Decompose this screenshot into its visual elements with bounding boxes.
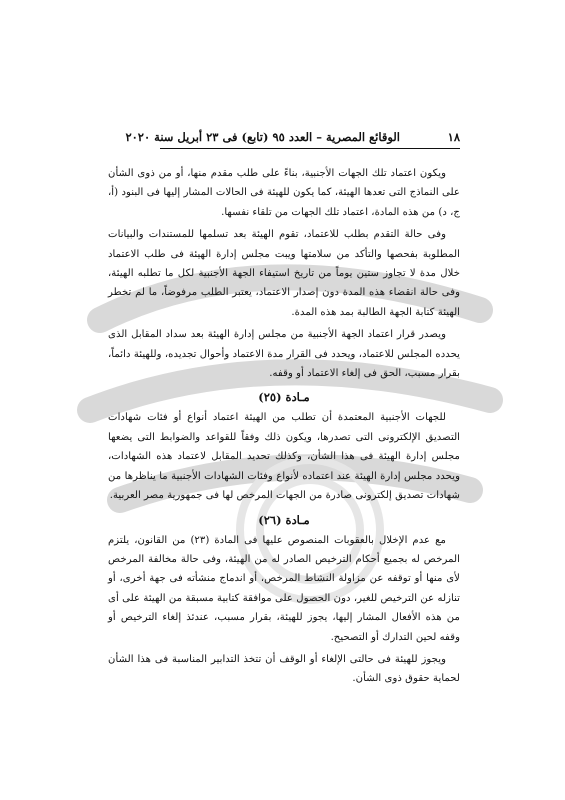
document-body: [108, 164, 460, 692]
paragraph: وفى حالة التقدم بطلب للاعتماد، تقوم الهيئة بعد تسلمها للمستندات والبيانات المطلوبة بفحصها والتأكد من سلامتها ويبت مجلس إدارة الهيئة فى طلب الاعتماد خلال مدة لا تجاوز ستين يوماً من تاريخ استيفاء الجهة الأجنبية لكل ما تطلبه الهيئة، وفى حالة انقضاء هذه المدة دون إصدار الاعتماد، يعتبر الطلب مرفوضاً، ما لم تخطر الهيئة كتابة الجهة الطالبة بمد هذه المدة.: [108, 229, 460, 318]
article-25-text: للجهات الأجنبية المعتمدة أن تطلب من الهيئة اعتماد أنواع أو فئات شهادات التصديق الإلكترونى التى تصدرها، ويكون ذلك وفقاً للقواعد والضوابط التى يضعها مجلس إدارة الهيئة فى هذا الشأن، وكذلك تحديد المقابل لاعتماد هذه الشهادات، ويحدد مجلس إدارة الهيئة عند اعتماده لأنواع وفئات الشهادات الأجنبية ما يناظرها من شهادات تصديق إلكترونى صادرة من الجهات المرخص لها فى جمهورية مصر العربية.: [108, 412, 460, 502]
article-25-heading: مـادة (٢٥): [258, 390, 310, 405]
paragraph: ويصدر قرار اعتماد الجهة الأجنبية من مجلس إدارة الهيئة بعد سداد المقابل الذى يحدده المجلس للاعتماد، ويحدد فى القرار مدة الاعتماد وأحوال تجديده، وللهيئة دائماً، بقرار مسبب، الحق فى إلغاء الاعتماد أو وقفه.: [108, 329, 460, 380]
article-26-heading: مـادة (٢٦): [258, 512, 310, 527]
gazette-title: الوقائع المصرية – العدد ٩٥ (تابع) فى ٢٣ أبريل سنة ٢٠٢٠: [125, 130, 400, 144]
header-divider: [160, 148, 460, 149]
article-26-paragraph: مع عدم الإخلال بالعقوبات المنصوص عليها فى المادة (٢٣) من القانون، يلتزم المرخص له بجميع أحكام الترخيص الصادر له من الهيئة، وفى حالة مخالفة المرخص لأى منها أو توقفه عن مزاولة النشاط المرخص، أو اندماج منشأته فى جهة أخرى، أو تنازله عن الترخيص للغير، دون الحصول على موافقة كتابية مسبقة من الهيئة على أى من هذه الأفعال المشار إليها، يجوز للهيئة، بقرار مسبب، عندئذ إلغاء الترخيص أو وقفه لحين التدارك أو التصحيح.: [108, 534, 460, 643]
page-number: ١٨: [447, 130, 460, 144]
paragraph: ويكون اعتماد تلك الجهات الأجنبية، بناءً على طلب مقدم منها، أو من ذوى الشأن على النماذج التى تعدها الهيئة، كما يكون للهيئة فى الحالات المشار إليها فى البنود (أ، ج، د) من هذه المادة، اعتماد تلك الجهات من تلقاء نفسها.: [108, 168, 460, 218]
page-header: [125, 118, 460, 144]
article-26-paragraph: ويجوز للهيئة فى حالتى الإلغاء أو الوقف أن تتخذ التدابير المناسبة فى هذا الشأن لحماية حقوق ذوى الشأن.: [108, 653, 460, 685]
